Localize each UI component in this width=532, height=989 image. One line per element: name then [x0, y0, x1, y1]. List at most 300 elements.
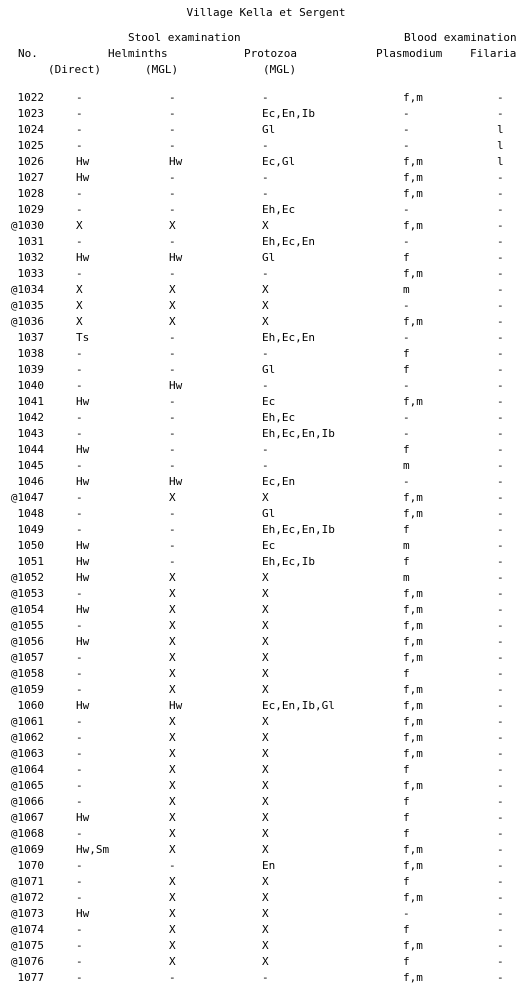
cell-helminths-direct: X [76, 299, 83, 312]
cell-helminths-direct: - [76, 939, 83, 952]
cell-protozoa: X [262, 891, 269, 904]
cell-plasmodium: f,m [403, 219, 423, 232]
cell-filaria: - [497, 939, 504, 952]
cell-protozoa: X [262, 219, 269, 232]
cell-no: 1070 [17, 859, 44, 872]
cell-helminths-direct: X [76, 283, 83, 296]
cell-plasmodium: f [403, 251, 410, 264]
cell-protozoa: - [262, 267, 269, 280]
cell-helminths-mgl: X [169, 955, 176, 968]
cell-no: @1052 [10, 571, 44, 584]
cell-plasmodium: f [403, 827, 410, 840]
cell-helminths-direct: - [76, 875, 83, 888]
cell-helminths-mgl: - [169, 171, 176, 184]
cell-helminths-direct: X [76, 219, 83, 232]
cell-helminths-mgl: - [169, 859, 176, 872]
table-row [0, 858, 532, 874]
table-row [0, 234, 532, 250]
cell-helminths-direct: - [76, 747, 83, 760]
cell-no: 1039 [17, 363, 44, 376]
cell-protozoa: - [262, 139, 269, 152]
cell-filaria: - [497, 203, 504, 216]
cell-protozoa: Gl [262, 507, 276, 520]
table-row [0, 186, 532, 202]
cell-helminths-direct: Hw [76, 635, 90, 648]
cell-helminths-direct: Ts [76, 331, 90, 344]
cell-helminths-mgl: - [169, 139, 176, 152]
cell-protozoa: X [262, 843, 269, 856]
table-row [0, 266, 532, 282]
cell-helminths-direct: - [76, 507, 83, 520]
table-row [0, 314, 532, 330]
cell-helminths-mgl: X [169, 219, 176, 232]
cell-helminths-direct: - [76, 779, 83, 792]
cell-protozoa: - [262, 459, 269, 472]
cell-protozoa: - [262, 379, 269, 392]
cell-plasmodium: f,m [403, 635, 423, 648]
table-row [0, 394, 532, 410]
cell-protozoa: Eh,Ec,En,Ib [262, 427, 335, 440]
table-row [0, 874, 532, 890]
cell-protozoa: X [262, 667, 269, 680]
cell-helminths-direct: Hw [76, 699, 90, 712]
table-row [0, 618, 532, 634]
cell-helminths-mgl: X [169, 651, 176, 664]
cell-helminths-mgl: - [169, 347, 176, 360]
cell-protozoa: X [262, 571, 269, 584]
cell-filaria: - [497, 715, 504, 728]
cell-plasmodium: - [403, 331, 410, 344]
cell-plasmodium: - [403, 123, 410, 136]
cell-protozoa: X [262, 827, 269, 840]
header-protozoa: Protozoa [244, 47, 297, 60]
cell-filaria: - [497, 411, 504, 424]
cell-no: 1048 [17, 507, 44, 520]
table-row [0, 122, 532, 138]
cell-protozoa: X [262, 923, 269, 936]
table-row [0, 522, 532, 538]
cell-protozoa: X [262, 907, 269, 920]
table-row [0, 794, 532, 810]
cell-no: @1055 [10, 619, 44, 632]
cell-no: 1028 [17, 187, 44, 200]
cell-helminths-mgl: X [169, 827, 176, 840]
cell-protozoa: X [262, 779, 269, 792]
cell-plasmodium: - [403, 427, 410, 440]
cell-filaria: - [497, 491, 504, 504]
cell-helminths-mgl: Hw [169, 155, 183, 168]
cell-plasmodium: f,m [403, 683, 423, 696]
cell-helminths-direct: Hw [76, 555, 90, 568]
cell-helminths-mgl: Hw [169, 475, 183, 488]
cell-protozoa: Eh,Ec [262, 411, 296, 424]
cell-protozoa: Gl [262, 251, 276, 264]
cell-plasmodium: f,m [403, 395, 423, 408]
cell-helminths-direct: Hw [76, 443, 90, 456]
header-stool-examination: Stool examination [128, 31, 241, 44]
cell-plasmodium: m [403, 539, 410, 552]
cell-no: @1068 [10, 827, 44, 840]
cell-plasmodium: m [403, 459, 410, 472]
cell-protozoa: X [262, 491, 269, 504]
cell-helminths-mgl: - [169, 331, 176, 344]
cell-no: 1038 [17, 347, 44, 360]
cell-protozoa: Ec,En,Ib [262, 107, 315, 120]
cell-filaria: - [497, 539, 504, 552]
cell-no: 1023 [17, 107, 44, 120]
cell-helminths-mgl: - [169, 971, 176, 984]
cell-no: @1071 [10, 875, 44, 888]
table-row [0, 778, 532, 794]
cell-helminths-direct: - [76, 187, 83, 200]
table-row [0, 202, 532, 218]
cell-protozoa: - [262, 91, 269, 104]
cell-plasmodium: f,m [403, 779, 423, 792]
cell-helminths-mgl: - [169, 203, 176, 216]
cell-filaria: - [497, 731, 504, 744]
cell-protozoa: X [262, 747, 269, 760]
cell-plasmodium: - [403, 475, 410, 488]
cell-plasmodium: f,m [403, 587, 423, 600]
cell-no: @1064 [10, 763, 44, 776]
cell-helminths-mgl: - [169, 123, 176, 136]
cell-plasmodium: f [403, 875, 410, 888]
cell-filaria: - [497, 379, 504, 392]
cell-helminths-direct: - [76, 859, 83, 872]
cell-no: 1077 [17, 971, 44, 984]
cell-no: 1029 [17, 203, 44, 216]
cell-helminths-mgl: Hw [169, 379, 183, 392]
table-row [0, 554, 532, 570]
table-row [0, 954, 532, 970]
cell-plasmodium: f,m [403, 731, 423, 744]
cell-filaria: - [497, 795, 504, 808]
table-row [0, 906, 532, 922]
table-row [0, 298, 532, 314]
cell-protozoa: Eh,Ec [262, 203, 296, 216]
cell-filaria: - [497, 267, 504, 280]
cell-plasmodium: f [403, 523, 410, 536]
table-row [0, 730, 532, 746]
cell-helminths-mgl: - [169, 427, 176, 440]
cell-protozoa: En [262, 859, 276, 872]
table-row [0, 442, 532, 458]
cell-filaria: - [497, 251, 504, 264]
cell-helminths-mgl: X [169, 891, 176, 904]
cell-filaria: - [497, 779, 504, 792]
cell-helminths-mgl: X [169, 603, 176, 616]
cell-plasmodium: f,m [403, 939, 423, 952]
cell-filaria: l [497, 123, 504, 136]
cell-no: @1054 [10, 603, 44, 616]
cell-plasmodium: f [403, 555, 410, 568]
table-row [0, 426, 532, 442]
cell-protozoa: X [262, 635, 269, 648]
cell-no: 1041 [17, 395, 44, 408]
header-blood-examination: Blood examination [404, 31, 517, 44]
cell-helminths-direct: - [76, 235, 83, 248]
cell-filaria: - [497, 427, 504, 440]
cell-helminths-mgl: - [169, 555, 176, 568]
cell-plasmodium: - [403, 299, 410, 312]
cell-helminths-direct: - [76, 139, 83, 152]
cell-filaria: - [497, 283, 504, 296]
cell-no: @1036 [10, 315, 44, 328]
table-row [0, 714, 532, 730]
cell-protozoa: X [262, 875, 269, 888]
cell-protozoa: X [262, 795, 269, 808]
cell-plasmodium: f,m [403, 843, 423, 856]
cell-helminths-mgl: - [169, 267, 176, 280]
cell-plasmodium: f [403, 443, 410, 456]
cell-protozoa: Gl [262, 363, 276, 376]
cell-no: 1025 [17, 139, 44, 152]
cell-helminths-direct: - [76, 923, 83, 936]
cell-plasmodium: f,m [403, 155, 423, 168]
table-row [0, 154, 532, 170]
table-row [0, 746, 532, 762]
cell-no: @1074 [10, 923, 44, 936]
cell-no: 1033 [17, 267, 44, 280]
cell-filaria: l [497, 139, 504, 152]
cell-helminths-direct: Hw [76, 811, 90, 824]
cell-helminths-direct: Hw [76, 251, 90, 264]
cell-no: 1027 [17, 171, 44, 184]
cell-no: @1035 [10, 299, 44, 312]
cell-helminths-direct: - [76, 827, 83, 840]
cell-helminths-direct: - [76, 427, 83, 440]
cell-protozoa: X [262, 955, 269, 968]
header-no: No. [18, 47, 38, 60]
cell-helminths-direct: - [76, 203, 83, 216]
table-row [0, 362, 532, 378]
cell-helminths-direct: - [76, 459, 83, 472]
table-row [0, 586, 532, 602]
cell-helminths-mgl: - [169, 363, 176, 376]
cell-no: 1044 [17, 443, 44, 456]
cell-protozoa: - [262, 443, 269, 456]
table-row [0, 666, 532, 682]
data-table [0, 90, 532, 986]
cell-filaria: - [497, 395, 504, 408]
table-row [0, 650, 532, 666]
cell-no: @1030 [10, 219, 44, 232]
table-row [0, 682, 532, 698]
cell-plasmodium: f [403, 763, 410, 776]
cell-plasmodium: f [403, 795, 410, 808]
table-row [0, 138, 532, 154]
cell-helminths-mgl: X [169, 763, 176, 776]
cell-no: 1022 [17, 91, 44, 104]
cell-helminths-direct: X [76, 315, 83, 328]
cell-helminths-direct: - [76, 411, 83, 424]
cell-filaria: - [497, 315, 504, 328]
cell-helminths-mgl: X [169, 875, 176, 888]
cell-plasmodium: f [403, 363, 410, 376]
cell-helminths-mgl: Hw [169, 251, 183, 264]
cell-helminths-direct: - [76, 731, 83, 744]
cell-helminths-direct: - [76, 763, 83, 776]
cell-plasmodium: m [403, 571, 410, 584]
cell-helminths-mgl: - [169, 507, 176, 520]
table-row [0, 250, 532, 266]
cell-helminths-mgl: X [169, 283, 176, 296]
cell-helminths-direct: - [76, 683, 83, 696]
cell-helminths-mgl: X [169, 811, 176, 824]
cell-protozoa: X [262, 715, 269, 728]
cell-helminths-mgl: X [169, 667, 176, 680]
cell-plasmodium: f,m [403, 603, 423, 616]
cell-no: 1032 [17, 251, 44, 264]
cell-helminths-mgl: X [169, 299, 176, 312]
cell-no: 1031 [17, 235, 44, 248]
table-row [0, 698, 532, 714]
cell-helminths-mgl: Hw [169, 699, 183, 712]
cell-protozoa: Eh,Ec,En [262, 235, 315, 248]
cell-protozoa: Ec [262, 539, 276, 552]
cell-helminths-mgl: - [169, 523, 176, 536]
table-row [0, 506, 532, 522]
table-row [0, 346, 532, 362]
cell-no: @1047 [10, 491, 44, 504]
cell-no: @1066 [10, 795, 44, 808]
cell-no: @1061 [10, 715, 44, 728]
cell-filaria: - [497, 811, 504, 824]
header-protozoa-mgl: (MGL) [263, 63, 297, 76]
cell-helminths-mgl: - [169, 459, 176, 472]
cell-helminths-mgl: X [169, 843, 176, 856]
table-row [0, 634, 532, 650]
cell-filaria: - [497, 763, 504, 776]
cell-helminths-direct: Hw [76, 475, 90, 488]
cell-protozoa: Ec,Gl [262, 155, 296, 168]
header-plasmodium: Plasmodium [376, 47, 443, 60]
cell-no: @1053 [10, 587, 44, 600]
cell-protozoa: Ec [262, 395, 276, 408]
page-title: Village Kella et Sergent [186, 6, 346, 19]
cell-plasmodium: - [403, 107, 410, 120]
cell-no: 1051 [17, 555, 44, 568]
table-row [0, 842, 532, 858]
cell-helminths-direct: - [76, 971, 83, 984]
cell-plasmodium: f [403, 347, 410, 360]
cell-filaria: - [497, 331, 504, 344]
cell-filaria: - [497, 859, 504, 872]
cell-filaria: - [497, 747, 504, 760]
cell-protozoa: X [262, 731, 269, 744]
cell-helminths-mgl: X [169, 731, 176, 744]
cell-helminths-direct: - [76, 347, 83, 360]
cell-filaria: - [497, 971, 504, 984]
cell-helminths-direct: Hw [76, 907, 90, 920]
cell-plasmodium: f,m [403, 859, 423, 872]
cell-plasmodium: f [403, 667, 410, 680]
cell-protozoa: - [262, 347, 269, 360]
cell-no: 1040 [17, 379, 44, 392]
cell-helminths-mgl: X [169, 779, 176, 792]
cell-helminths-mgl: - [169, 187, 176, 200]
cell-filaria: - [497, 955, 504, 968]
table-row [0, 810, 532, 826]
cell-helminths-mgl: X [169, 491, 176, 504]
table-row [0, 474, 532, 490]
cell-no: 1042 [17, 411, 44, 424]
cell-no: @1073 [10, 907, 44, 920]
cell-filaria: - [497, 651, 504, 664]
table-row [0, 218, 532, 234]
cell-plasmodium: f,m [403, 187, 423, 200]
cell-filaria: - [497, 363, 504, 376]
cell-helminths-mgl: X [169, 923, 176, 936]
cell-helminths-direct: - [76, 267, 83, 280]
table-row [0, 378, 532, 394]
cell-helminths-mgl: X [169, 587, 176, 600]
cell-helminths-mgl: - [169, 107, 176, 120]
header-helminths-mgl: (MGL) [145, 63, 179, 76]
table-row [0, 762, 532, 778]
table-row [0, 330, 532, 346]
cell-protozoa: X [262, 283, 269, 296]
cell-no: 1060 [17, 699, 44, 712]
cell-plasmodium: f,m [403, 747, 423, 760]
cell-protozoa: X [262, 651, 269, 664]
cell-protozoa: X [262, 811, 269, 824]
cell-no: 1024 [17, 123, 44, 136]
cell-helminths-mgl: X [169, 619, 176, 632]
cell-filaria: - [497, 891, 504, 904]
cell-helminths-mgl: X [169, 683, 176, 696]
cell-no: @1065 [10, 779, 44, 792]
cell-plasmodium: - [403, 379, 410, 392]
cell-helminths-mgl: X [169, 635, 176, 648]
cell-filaria: - [497, 91, 504, 104]
cell-protozoa: X [262, 315, 269, 328]
cell-protozoa: Eh,Ec,Ib [262, 555, 315, 568]
cell-helminths-direct: - [76, 107, 83, 120]
cell-filaria: - [497, 843, 504, 856]
cell-protozoa: X [262, 683, 269, 696]
cell-filaria: - [497, 875, 504, 888]
cell-helminths-direct: Hw [76, 571, 90, 584]
cell-helminths-mgl: - [169, 539, 176, 552]
cell-helminths-direct: - [76, 491, 83, 504]
cell-filaria: - [497, 923, 504, 936]
cell-no: @1076 [10, 955, 44, 968]
cell-plasmodium: f,m [403, 91, 423, 104]
cell-plasmodium: f,m [403, 267, 423, 280]
cell-no: @1059 [10, 683, 44, 696]
table-row [0, 90, 532, 106]
table-row [0, 170, 532, 186]
cell-filaria: - [497, 187, 504, 200]
cell-no: 1049 [17, 523, 44, 536]
cell-plasmodium: f,m [403, 507, 423, 520]
table-row [0, 890, 532, 906]
cell-helminths-direct: - [76, 795, 83, 808]
cell-helminths-mgl: - [169, 395, 176, 408]
cell-no: @1058 [10, 667, 44, 680]
cell-plasmodium: - [403, 235, 410, 248]
cell-no: @1063 [10, 747, 44, 760]
cell-protozoa: X [262, 939, 269, 952]
cell-plasmodium: f,m [403, 651, 423, 664]
cell-filaria: - [497, 587, 504, 600]
cell-plasmodium: f,m [403, 491, 423, 504]
cell-helminths-direct: - [76, 619, 83, 632]
cell-filaria: - [497, 571, 504, 584]
cell-helminths-direct: - [76, 667, 83, 680]
cell-helminths-direct: - [76, 91, 83, 104]
